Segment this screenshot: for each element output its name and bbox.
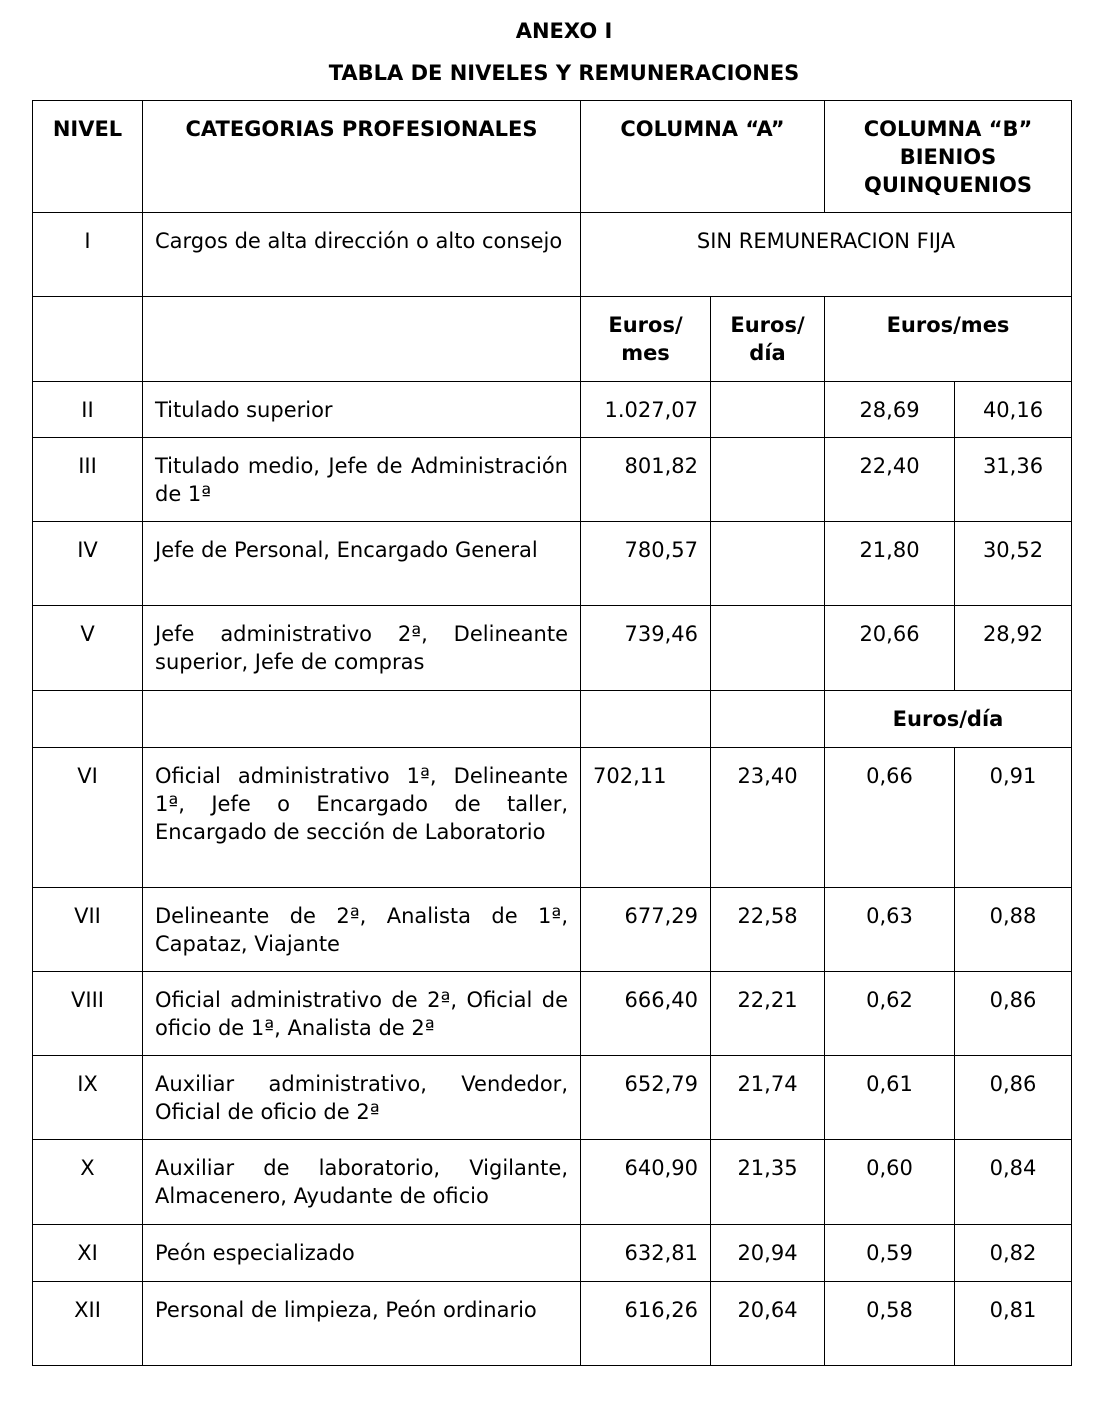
cell-bienio: 20,66 [825, 606, 955, 691]
cell-empty [143, 691, 581, 748]
table-row [33, 522, 1072, 606]
table-row [33, 438, 1072, 522]
cell-categoria: Titulado medio, Jefe de Administración de 1ª [143, 438, 581, 522]
table-row [33, 1140, 1072, 1225]
cell-euros-dia: 21,74 [711, 1056, 825, 1140]
cell-quinquenio: 0,84 [955, 1140, 1072, 1225]
units-euros-dia-b: Euros/día [825, 691, 1072, 748]
document-title: ANEXO I [515, 19, 613, 43]
cell-categoria: Auxiliar de laboratorio, Vigilante, Almacenero, Ayudante de oficio [143, 1140, 581, 1225]
cell-sin-remuneracion: SIN REMUNERACION FIJA [581, 213, 1072, 297]
table-row [33, 1225, 1072, 1282]
cell-quinquenio: 0,82 [955, 1225, 1072, 1282]
header-categorias: CATEGORIAS PROFESIONALES [143, 101, 581, 213]
cell-nivel: IX [33, 1056, 143, 1140]
cell-nivel: VIII [33, 972, 143, 1056]
cell-empty [711, 691, 825, 748]
header-columna-a: COLUMNA “A” [581, 101, 825, 213]
cell-euros-dia [711, 522, 825, 606]
document-subtitle: TABLA DE NIVELES Y REMUNERACIONES [328, 61, 800, 85]
units-row-dia [33, 691, 1072, 748]
cell-quinquenio: 28,92 [955, 606, 1072, 691]
cell-euros-mes: 801,82 [581, 438, 711, 522]
table-row [33, 606, 1072, 691]
cell-categoria: Peón especializado [143, 1225, 581, 1282]
table-row [33, 972, 1072, 1056]
cell-quinquenio: 40,16 [955, 382, 1072, 438]
cell-nivel: I [33, 213, 143, 297]
cell-euros-dia [711, 382, 825, 438]
cell-quinquenio: 0,86 [955, 1056, 1072, 1140]
cell-euros-dia: 21,35 [711, 1140, 825, 1225]
cell-quinquenio: 0,86 [955, 972, 1072, 1056]
cell-categoria: Delineante de 2ª, Analista de 1ª, Capataz, Viajante [143, 888, 581, 972]
cell-euros-dia [711, 438, 825, 522]
cell-nivel: IV [33, 522, 143, 606]
cell-categoria: Cargos de alta dirección o alto consejo [143, 213, 581, 297]
cell-euros-dia: 20,94 [711, 1225, 825, 1282]
cell-empty [581, 691, 711, 748]
cell-quinquenio: 31,36 [955, 438, 1072, 522]
cell-nivel: III [33, 438, 143, 522]
cell-categoria: Oficial administrativo 1ª, Delineante 1ª, Jefe o Encargado de taller, Encargado de sección de Laboratorio [143, 748, 581, 888]
header-columna-b [825, 101, 1072, 213]
cell-empty [143, 297, 581, 382]
table-row [33, 748, 1072, 888]
cell-bienio: 0,66 [825, 748, 955, 888]
cell-euros-dia [711, 606, 825, 691]
cell-categoria: Jefe de Personal, Encargado General [143, 522, 581, 606]
table-row [33, 1282, 1072, 1366]
cell-bienio: 22,40 [825, 438, 955, 522]
units-row-mes [33, 297, 1072, 382]
cell-quinquenio: 0,81 [955, 1282, 1072, 1366]
header-columna-b-label: COLUMNA “B” [863, 117, 1033, 141]
cell-euros-mes: 652,79 [581, 1056, 711, 1140]
cell-bienio: 0,60 [825, 1140, 955, 1225]
cell-bienio: 0,61 [825, 1056, 955, 1140]
cell-nivel: XI [33, 1225, 143, 1282]
cell-euros-mes: 677,29 [581, 888, 711, 972]
cell-euros-mes: 632,81 [581, 1225, 711, 1282]
cell-quinquenio: 0,88 [955, 888, 1072, 972]
cell-bienio: 28,69 [825, 382, 955, 438]
cell-empty [33, 691, 143, 748]
cell-euros-mes: 666,40 [581, 972, 711, 1056]
cell-categoria: Jefe administrativo 2ª, Delineante superior, Jefe de compras [143, 606, 581, 691]
cell-nivel: VI [33, 748, 143, 888]
cell-euros-mes: 616,26 [581, 1282, 711, 1366]
cell-nivel: XII [33, 1282, 143, 1366]
cell-categoria: Auxiliar administrativo, Vendedor, Oficial de oficio de 2ª [143, 1056, 581, 1140]
table-row [33, 888, 1072, 972]
units-euros-mes-a: Euros/ mes [581, 297, 711, 382]
cell-euros-mes: 780,57 [581, 522, 711, 606]
units-euros-mes-b: Euros/mes [825, 297, 1072, 382]
table-row [33, 382, 1072, 438]
cell-euros-mes: 640,90 [581, 1140, 711, 1225]
cell-nivel: V [33, 606, 143, 691]
header-bienios: BIENIOS [899, 145, 997, 169]
cell-quinquenio: 0,91 [955, 748, 1072, 888]
cell-bienio: 21,80 [825, 522, 955, 606]
cell-nivel: II [33, 382, 143, 438]
cell-euros-dia: 22,21 [711, 972, 825, 1056]
units-euros-dia-a: Euros/ día [711, 297, 825, 382]
header-quinquenios: QUINQUENIOS [864, 173, 1032, 197]
cell-nivel: X [33, 1140, 143, 1225]
cell-euros-mes: 1.027,07 [581, 382, 711, 438]
header-row [33, 101, 1072, 213]
cell-euros-dia: 22,58 [711, 888, 825, 972]
remuneration-table [32, 100, 1072, 1366]
cell-bienio: 0,63 [825, 888, 955, 972]
cell-euros-dia: 20,64 [711, 1282, 825, 1366]
cell-bienio: 0,59 [825, 1225, 955, 1282]
cell-categoria: Personal de limpieza, Peón ordinario [143, 1282, 581, 1366]
cell-empty [33, 297, 143, 382]
cell-nivel: VII [33, 888, 143, 972]
cell-categoria: Oficial administrativo de 2ª, Oficial de oficio de 1ª, Analista de 2ª [143, 972, 581, 1056]
cell-categoria: Titulado superior [143, 382, 581, 438]
cell-euros-mes: 739,46 [581, 606, 711, 691]
cell-euros-mes: 702,11 [581, 748, 711, 888]
table-row-nivel-I [33, 213, 1072, 297]
cell-euros-dia: 23,40 [711, 748, 825, 888]
cell-quinquenio: 30,52 [955, 522, 1072, 606]
cell-bienio: 0,58 [825, 1282, 955, 1366]
table-row [33, 1056, 1072, 1140]
cell-bienio: 0,62 [825, 972, 955, 1056]
header-nivel: NIVEL [33, 101, 143, 213]
